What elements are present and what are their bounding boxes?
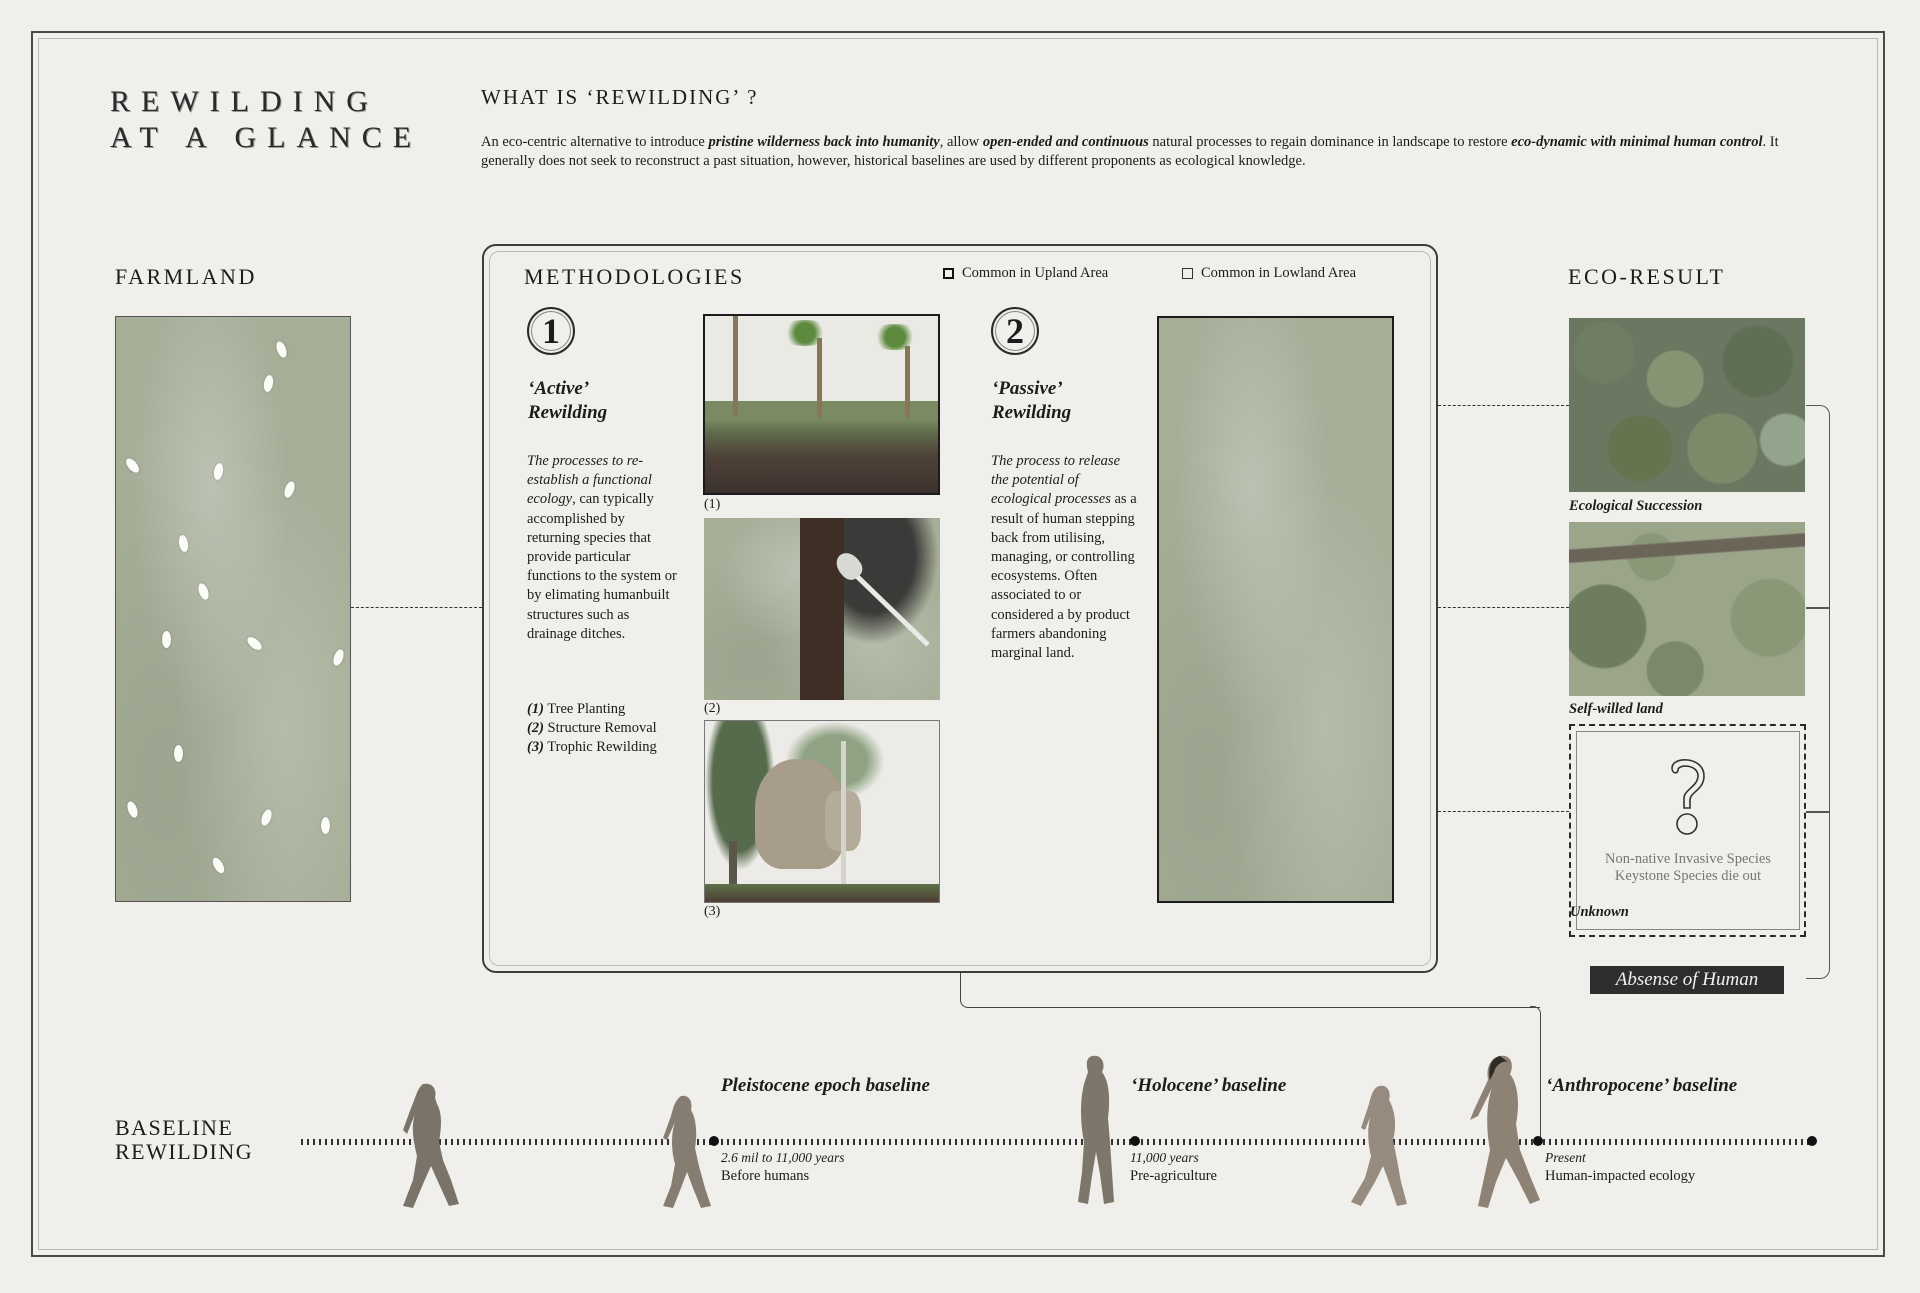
number-1-badge: 1 — [527, 307, 575, 355]
active-methods-list — [527, 700, 707, 758]
sheep-icon — [213, 462, 225, 480]
pleistocene-baseline-title: Pleistocene epoch baseline — [721, 1075, 930, 1096]
unknown-outcome-inner — [1576, 731, 1800, 930]
baseline-rewilding-heading: BASELINE REWILDING — [115, 1115, 254, 1164]
bold-square-icon — [943, 268, 954, 279]
eco-result-heading: ECO-RESULT — [1568, 264, 1726, 289]
timeline-axis — [301, 1139, 1811, 1145]
anthropocene-baseline-title: ‘Anthropocene’ baseline — [1546, 1075, 1738, 1096]
what-is-rewilding-heading: WHAT IS ‘REWILDING’ ? — [481, 85, 759, 109]
sheep-icon — [274, 340, 288, 359]
hominid-5-icon — [1460, 1054, 1542, 1212]
anthropocene-baseline-period: Present — [1545, 1150, 1586, 1165]
connector-to-self-willed — [1438, 607, 1569, 608]
active-rewilding-title: ‘Active’ Rewilding — [528, 378, 608, 423]
title-line-2: AT A GLANCE — [110, 121, 423, 154]
connector-to-unknown — [1438, 811, 1569, 812]
self-willed-land-image — [1569, 522, 1805, 696]
anthropocene-baseline-desc: Human-impacted ecology — [1545, 1168, 1696, 1184]
ecological-succession-caption: Ecological Succession — [1569, 498, 1703, 514]
list-item: (2) Structure Removal — [527, 720, 657, 737]
sheep-icon — [196, 582, 210, 601]
image-caption-3: (3) — [704, 904, 721, 919]
connector-to-succession — [1438, 405, 1569, 406]
sheep-icon — [245, 635, 264, 653]
title-line-1: REWILDING — [110, 85, 379, 118]
holocene-baseline-title: ‘Holocene’ baseline — [1131, 1075, 1287, 1096]
poster-title — [110, 84, 422, 156]
eco-result-bracket — [1806, 405, 1830, 979]
hominid-3-icon — [1070, 1052, 1126, 1212]
sheep-icon — [125, 800, 139, 819]
timeline-end-marker — [1807, 1136, 1817, 1146]
image-caption-1: (1) — [704, 497, 721, 512]
sheep-icon — [263, 374, 275, 392]
tree-trunk — [817, 338, 822, 418]
hominid-4-icon — [1345, 1082, 1415, 1210]
sheep-icon — [162, 631, 171, 648]
sheep-icon — [282, 480, 296, 499]
sheep-icon — [174, 745, 183, 762]
pleistocene-baseline-desc: Before humans — [721, 1168, 810, 1184]
structure-removal-image — [704, 518, 940, 700]
holocene-baseline-desc: Pre-agriculture — [1130, 1168, 1217, 1184]
timeline-marker-holocene[interactable] — [1130, 1136, 1140, 1146]
unknown-outcome-text: Non-native Invasive Species Keystone Species die out — [1605, 851, 1771, 884]
ecological-succession-image — [1569, 318, 1805, 492]
self-willed-land-caption: Self-willed land — [1569, 701, 1663, 717]
connector-farmland-methodologies — [351, 607, 482, 608]
list-item: (1) Tree Planting — [527, 701, 626, 717]
farmland-image — [115, 316, 351, 902]
farmland-heading: FARMLAND — [115, 264, 257, 289]
sheep-icon — [124, 456, 142, 475]
sheep-icon — [259, 808, 273, 827]
hominid-2-icon — [655, 1092, 715, 1212]
passive-rewilding-title: ‘Passive’ Rewilding — [992, 378, 1072, 423]
methodologies-heading: METHODOLOGIES — [524, 264, 745, 289]
unknown-caption: Unknown — [1570, 904, 1629, 920]
holocene-baseline-period: 11,000 years — [1130, 1150, 1199, 1165]
passive-rewilding-image — [1157, 316, 1394, 903]
connector-methodologies-timeline — [960, 973, 1540, 1008]
list-item: (3) Trophic Rewilding — [527, 739, 657, 756]
image-caption-2: (2) — [704, 701, 721, 716]
pleistocene-baseline-period: 2.6 mil to 11,000 years — [721, 1150, 845, 1165]
passive-rewilding-description: The process to release the potential of ecological processes as a result of human stepping back from utilising, managing, or controlling ecosystems. Often associated to or considered a by product farmers abandoning marginal land. — [991, 453, 1137, 662]
absense-of-human-label: Absense of Human — [1590, 966, 1784, 994]
tree-planting-image — [703, 314, 940, 495]
what-is-rewilding-body: An eco-centric alternative to introduce pristine wilderness back into humanity, allow open-ended and continuous natural processes to regain dominance in landscape to restore eco-dynamic with minimal human control. It generally does not seek to reconstruct a past situation, however, historical baselines are used by different proponents as ecological knowledge. — [481, 134, 1779, 169]
hominid-1-icon — [393, 1080, 465, 1212]
sheep-icon — [178, 534, 190, 552]
trophic-rewilding-image — [704, 720, 940, 903]
sheep-icon — [331, 648, 345, 667]
legend-upland: Common in Upland Area — [943, 265, 1108, 282]
question-mark-icon — [1658, 752, 1718, 842]
thin-square-icon — [1182, 268, 1193, 279]
ditch — [800, 518, 844, 700]
sheep-icon — [210, 856, 226, 875]
tree-trunk — [905, 346, 910, 418]
sheep-icon — [321, 817, 330, 834]
active-rewilding-description: The processes to re-establish a functional ecology, can typically accomplished by returning species that provide particular functions to the system or by elimating humanbuilt structures such as drainage ditches. — [527, 453, 677, 642]
number-2-badge: 2 — [991, 307, 1039, 355]
legend-lowland: Common in Lowland Area — [1182, 265, 1356, 282]
tree-trunk — [733, 316, 738, 416]
